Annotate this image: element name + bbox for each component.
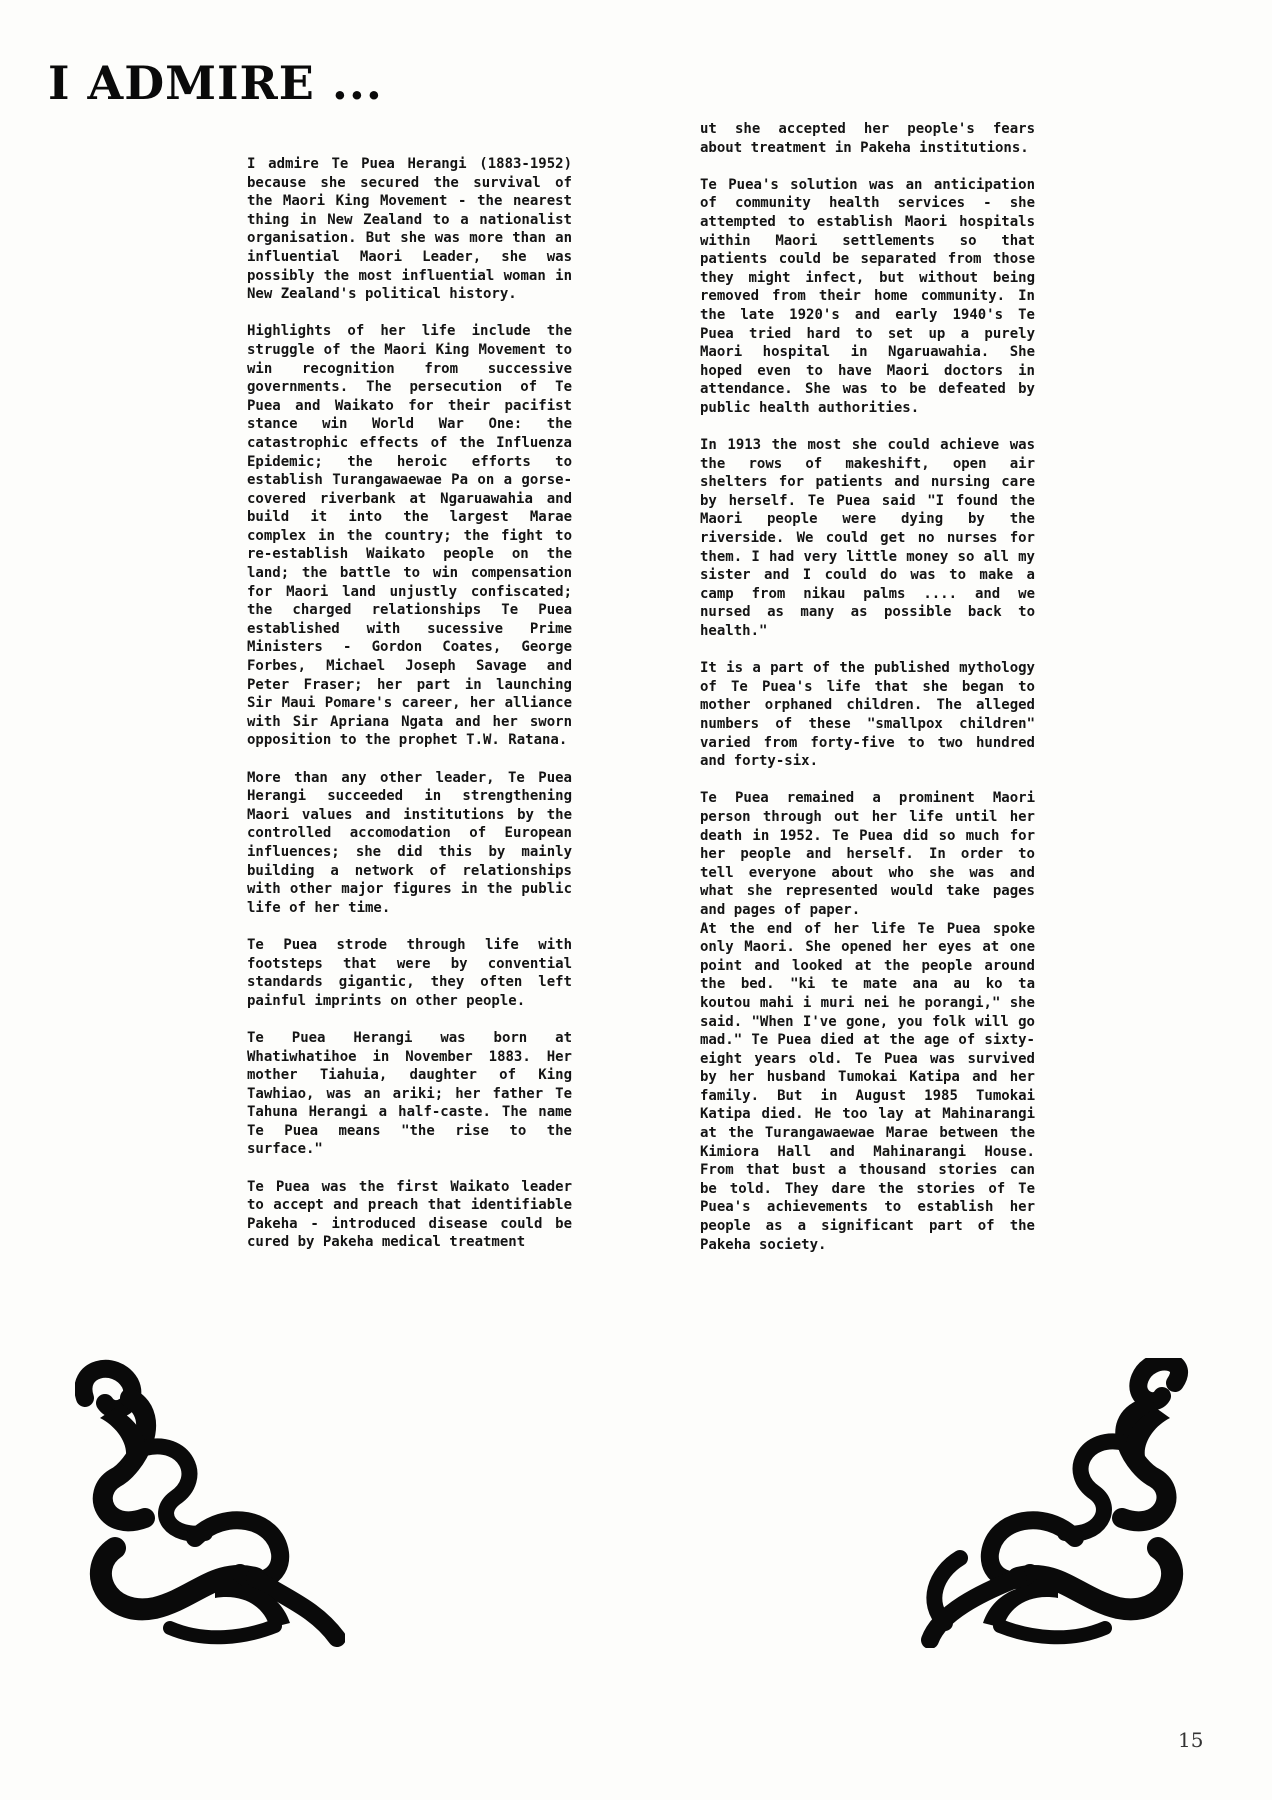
koru-ornament-right-icon	[900, 1358, 1200, 1648]
paragraph: Te Puea's solution was an anticipation of community health services - she attempted to establish Maori hospitals within Maori settlements so that patients could be separated from those they might infect, but without being removed from their home community. In the late 1920's and early 1940's Te Puea tried hard to set up a purely Maori hospital in Ngaruawahia. She hoped even to have Maori doctors in attendance. She was to be defeated by public health authorities.	[700, 176, 1035, 416]
paragraph: Te Puea was the first Waikato leader to accept and preach that identifiable Pakeha - introduced disease could be cured by Pakeha medical treatment	[247, 1178, 572, 1251]
paragraph: In 1913 the most she could achieve was the rows of makeshift, open air shelters for patients and nursing care by herself. Te Puea said "I found the Maori people were dying by the riverside. We could get no nurses for them. I had very little money so all my sister and I could do was to make a camp from nikau palms .... and we nursed as many as possible back to health."	[700, 437, 1035, 640]
paragraph: Te Puea remained a prominent Maori person through out her life until her death in 1952. Te Puea did so much for her people and herself. In order to tell everyone about who she was and what she represented would take pages and pages of paper.	[700, 790, 1035, 918]
paragraph: ut she accepted her people's fears about treatment in Pakeha institutions.	[700, 121, 1035, 156]
article-column-left	[247, 155, 572, 1271]
paragraph: More than any other leader, Te Puea Herangi succeeded in strengthening Maori values and institutions by the controlled accomodation of European influences; she did this by mainly building a network of relationships with other major figures in the public life of her time.	[247, 769, 572, 916]
page-title: I ADMIRE ...	[48, 56, 383, 110]
paragraph: At the end of her life Te Puea spoke only Maori. She opened her eyes at one point and looked at the people around the bed. "ki te mate ana au ko ta koutou mahi i muri nei he porangi," she said. "When I've gone, you folk will go mad." Te Puea died at the age of sixty-eight years old. Te Puea was survived by her husband Tumokai Katipa and her family. But in August 1985 Tumokai Katipa died. He too lay at Mahinarangi at the Turangawaewae Marae between the Kimiora Hall and Mahinarangi House. From that bust a thousand stories can be told. They dare the stories of Te Puea's achievements to establish her people as a significant part of the Pakeha society.	[700, 920, 1035, 1253]
paragraph: Te Puea Herangi was born at Whatiwhatihoe in November 1883. Her mother Tiahuia, daughter of King Tawhiao, was an ariki; her father Te Tahuna Herangi a half-caste. The name Te Puea means "the rise to the surface."	[247, 1029, 572, 1158]
paragraph: I admire Te Puea Herangi (1883-1952) because she secured the survival of the Maori King Movement - the nearest thing in New Zealand to a nationalist organisation. But she was more than an influential Maori Leader, she was possibly the most influential woman in New Zealand's political history.	[247, 156, 572, 303]
paragraph: Highlights of her life include the struggle of the Maori King Movement to win recognition from successive governments. The persecution of Te Puea and Waikato for their pacifist stance win World War One: the catastrophic effects of the Influenza Epidemic; the heroic efforts to establish Turangawaewae Pa on a gorse-covered riverbank at Ngaruawahia and build it into the largest Marae complex in the country; the fight to re-establish Waikato people on the land; the battle to win compensation for Maori land unjustly confiscated; the charged relationships Te Puea established with sucessive Prime Ministers - Gordon Coates, George Forbes, Michael Joseph Savage and Peter Fraser; her part in launching Sir Maui Pomare's career, her alliance with Sir Apriana Ngata and her sworn opposition to the prophet T.W. Ratana.	[247, 323, 572, 749]
page-number: 15	[1178, 1728, 1204, 1752]
paragraph: It is a part of the published mythology of Te Puea's life that she began to mother orphaned children. The alleged numbers of these "smallpox children" varied from forty-five to two hundred and forty-six.	[700, 660, 1035, 770]
paragraph: Te Puea strode through life with footsteps that were by convential standards gigantic, they often left painful imprints on other people.	[247, 936, 572, 1009]
article-column-right	[700, 120, 1035, 1273]
koru-ornament-left-icon	[75, 1358, 345, 1648]
